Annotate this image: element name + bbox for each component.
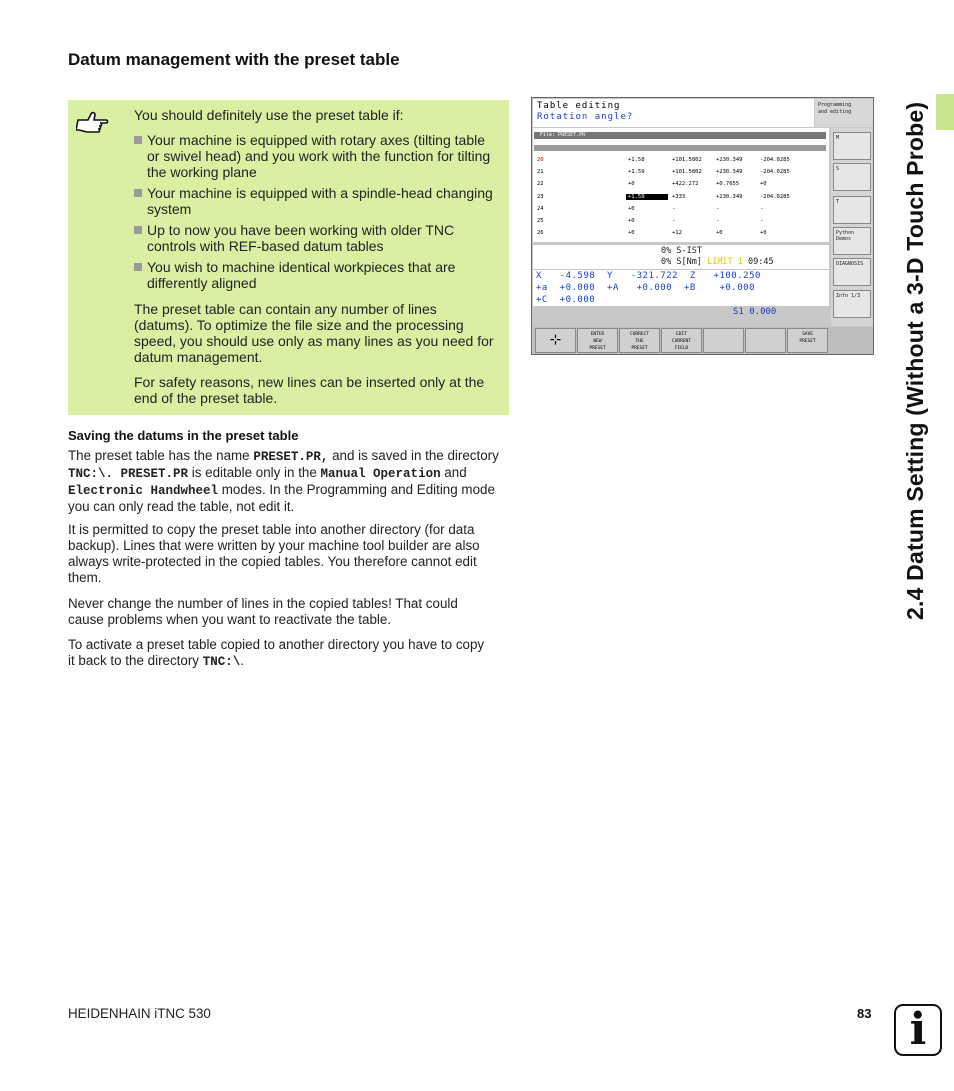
- table-row[interactable]: 20 +1.58 +101.5802 +230.349 -204.0285: [537, 157, 790, 163]
- table-row[interactable]: 25 +0 - - -: [537, 218, 764, 224]
- softkey-save-preset[interactable]: SAVE PRESET: [787, 328, 828, 353]
- table-row[interactable]: 26 +0 +12 +0 +0: [537, 230, 767, 236]
- softkey-enter-new-preset[interactable]: ENTER NEW PRESET: [577, 328, 618, 353]
- note-bullet: Your machine is equipped with a spindle-head changing system: [134, 185, 500, 217]
- note-bullet: Your machine is equipped with rotary axes (tilting table or swivel head) and you work with the function for tilting the working plane: [134, 132, 500, 180]
- softkey-info[interactable]: Info 1/3: [833, 290, 871, 318]
- softkey-t[interactable]: T: [833, 196, 871, 224]
- side-section-title: 2.4 Datum Setting (Without a 3-D Touch Probe): [902, 101, 928, 620]
- table-row[interactable]: 21 +1.59 +101.5802 +230.349 -204.0285: [537, 169, 790, 175]
- screen-prompt: Rotation angle?: [537, 112, 634, 122]
- table-row-selected[interactable]: 23 +1.59 +333 +230.349 -204.0285: [537, 194, 790, 200]
- screen-title: Table editing: [537, 101, 621, 111]
- status-panel: 0% S-IST 0% S[Nm] LIMIT 1 09:45: [533, 245, 829, 269]
- softkey-edit-field[interactable]: EDIT CURRENT FIELD: [661, 328, 702, 353]
- body-paragraph: The preset table has the name PRESET.PR, and is saved in the directory TNC:\. PRESET.PR is editable only in the Manual Operation and Electronic Handwheel modes. In the Programming and Editing mode you can only read the table, not edit it.: [68, 448, 499, 514]
- softkey-m[interactable]: M: [833, 132, 871, 160]
- subsection-title: Saving the datums in the preset table: [68, 428, 299, 443]
- body-paragraph: It is permitted to copy the preset table into another directory (for data backup). Lines that were written by your machine tool builder are also always write-protected in the copied tables. You therefore cannot edit them.: [68, 522, 480, 585]
- table-row[interactable]: 24 +0 - - -: [537, 206, 764, 212]
- crosshair-icon[interactable]: ⊹: [535, 328, 576, 353]
- tnc-screenshot: [531, 97, 874, 355]
- table-columns: [534, 145, 826, 151]
- softkey-empty[interactable]: [745, 328, 786, 353]
- softkey-s[interactable]: S: [833, 163, 871, 191]
- note-intro: You should definitely use the preset table if:: [134, 107, 404, 123]
- section-title: Datum management with the preset table: [68, 50, 400, 69]
- mode-label: Programming and editing: [815, 99, 873, 127]
- softkey-empty[interactable]: [703, 328, 744, 353]
- page-number: 83: [857, 1006, 872, 1021]
- info-icon-glyph: i: [909, 1004, 927, 1055]
- softkey-bar: [533, 327, 873, 354]
- pointing-hand-icon: [76, 110, 110, 136]
- position-display: X -4.598 Y -321.722 Z +100.250 +a +0.000 +A +0.000 +B +0.000 +C +0.000 S1 0.000: [533, 270, 829, 306]
- note-bullet: Up to now you have been working with older TNC controls with REF-based datum tables: [134, 222, 500, 254]
- file-name: File: PRESET.PR: [534, 132, 826, 139]
- note-bullet: You wish to machine identical workpieces that are differently aligned: [134, 259, 500, 291]
- note-paragraph: The preset table can contain any number of lines (datums). To optimize the file size and the processing speed, you should use only as many lines as you need for datum management.: [134, 301, 494, 365]
- body-paragraph: To activate a preset table copied to another directory you have to copy it back to the directory TNC:\.: [68, 637, 485, 669]
- softkey-python-demos[interactable]: Python Demos: [833, 227, 871, 255]
- softkey-diagnosis[interactable]: DIAGNOSIS: [833, 258, 871, 286]
- softkey-correct-preset[interactable]: CORRECT THE PRESET: [619, 328, 660, 353]
- table-row[interactable]: 22 +0 +422.272 +0.7655 +0: [537, 181, 767, 187]
- body-paragraph: Never change the number of lines in the copied tables! That could cause problems when you want to reactivate the table.: [68, 596, 458, 627]
- note-paragraph: For safety reasons, new lines can be inserted only at the end of the preset table.: [134, 374, 485, 406]
- section-tab-marker: [936, 94, 954, 130]
- vertical-softkeys: [831, 128, 873, 326]
- footer-text: HEIDENHAIN iTNC 530: [68, 1006, 211, 1021]
